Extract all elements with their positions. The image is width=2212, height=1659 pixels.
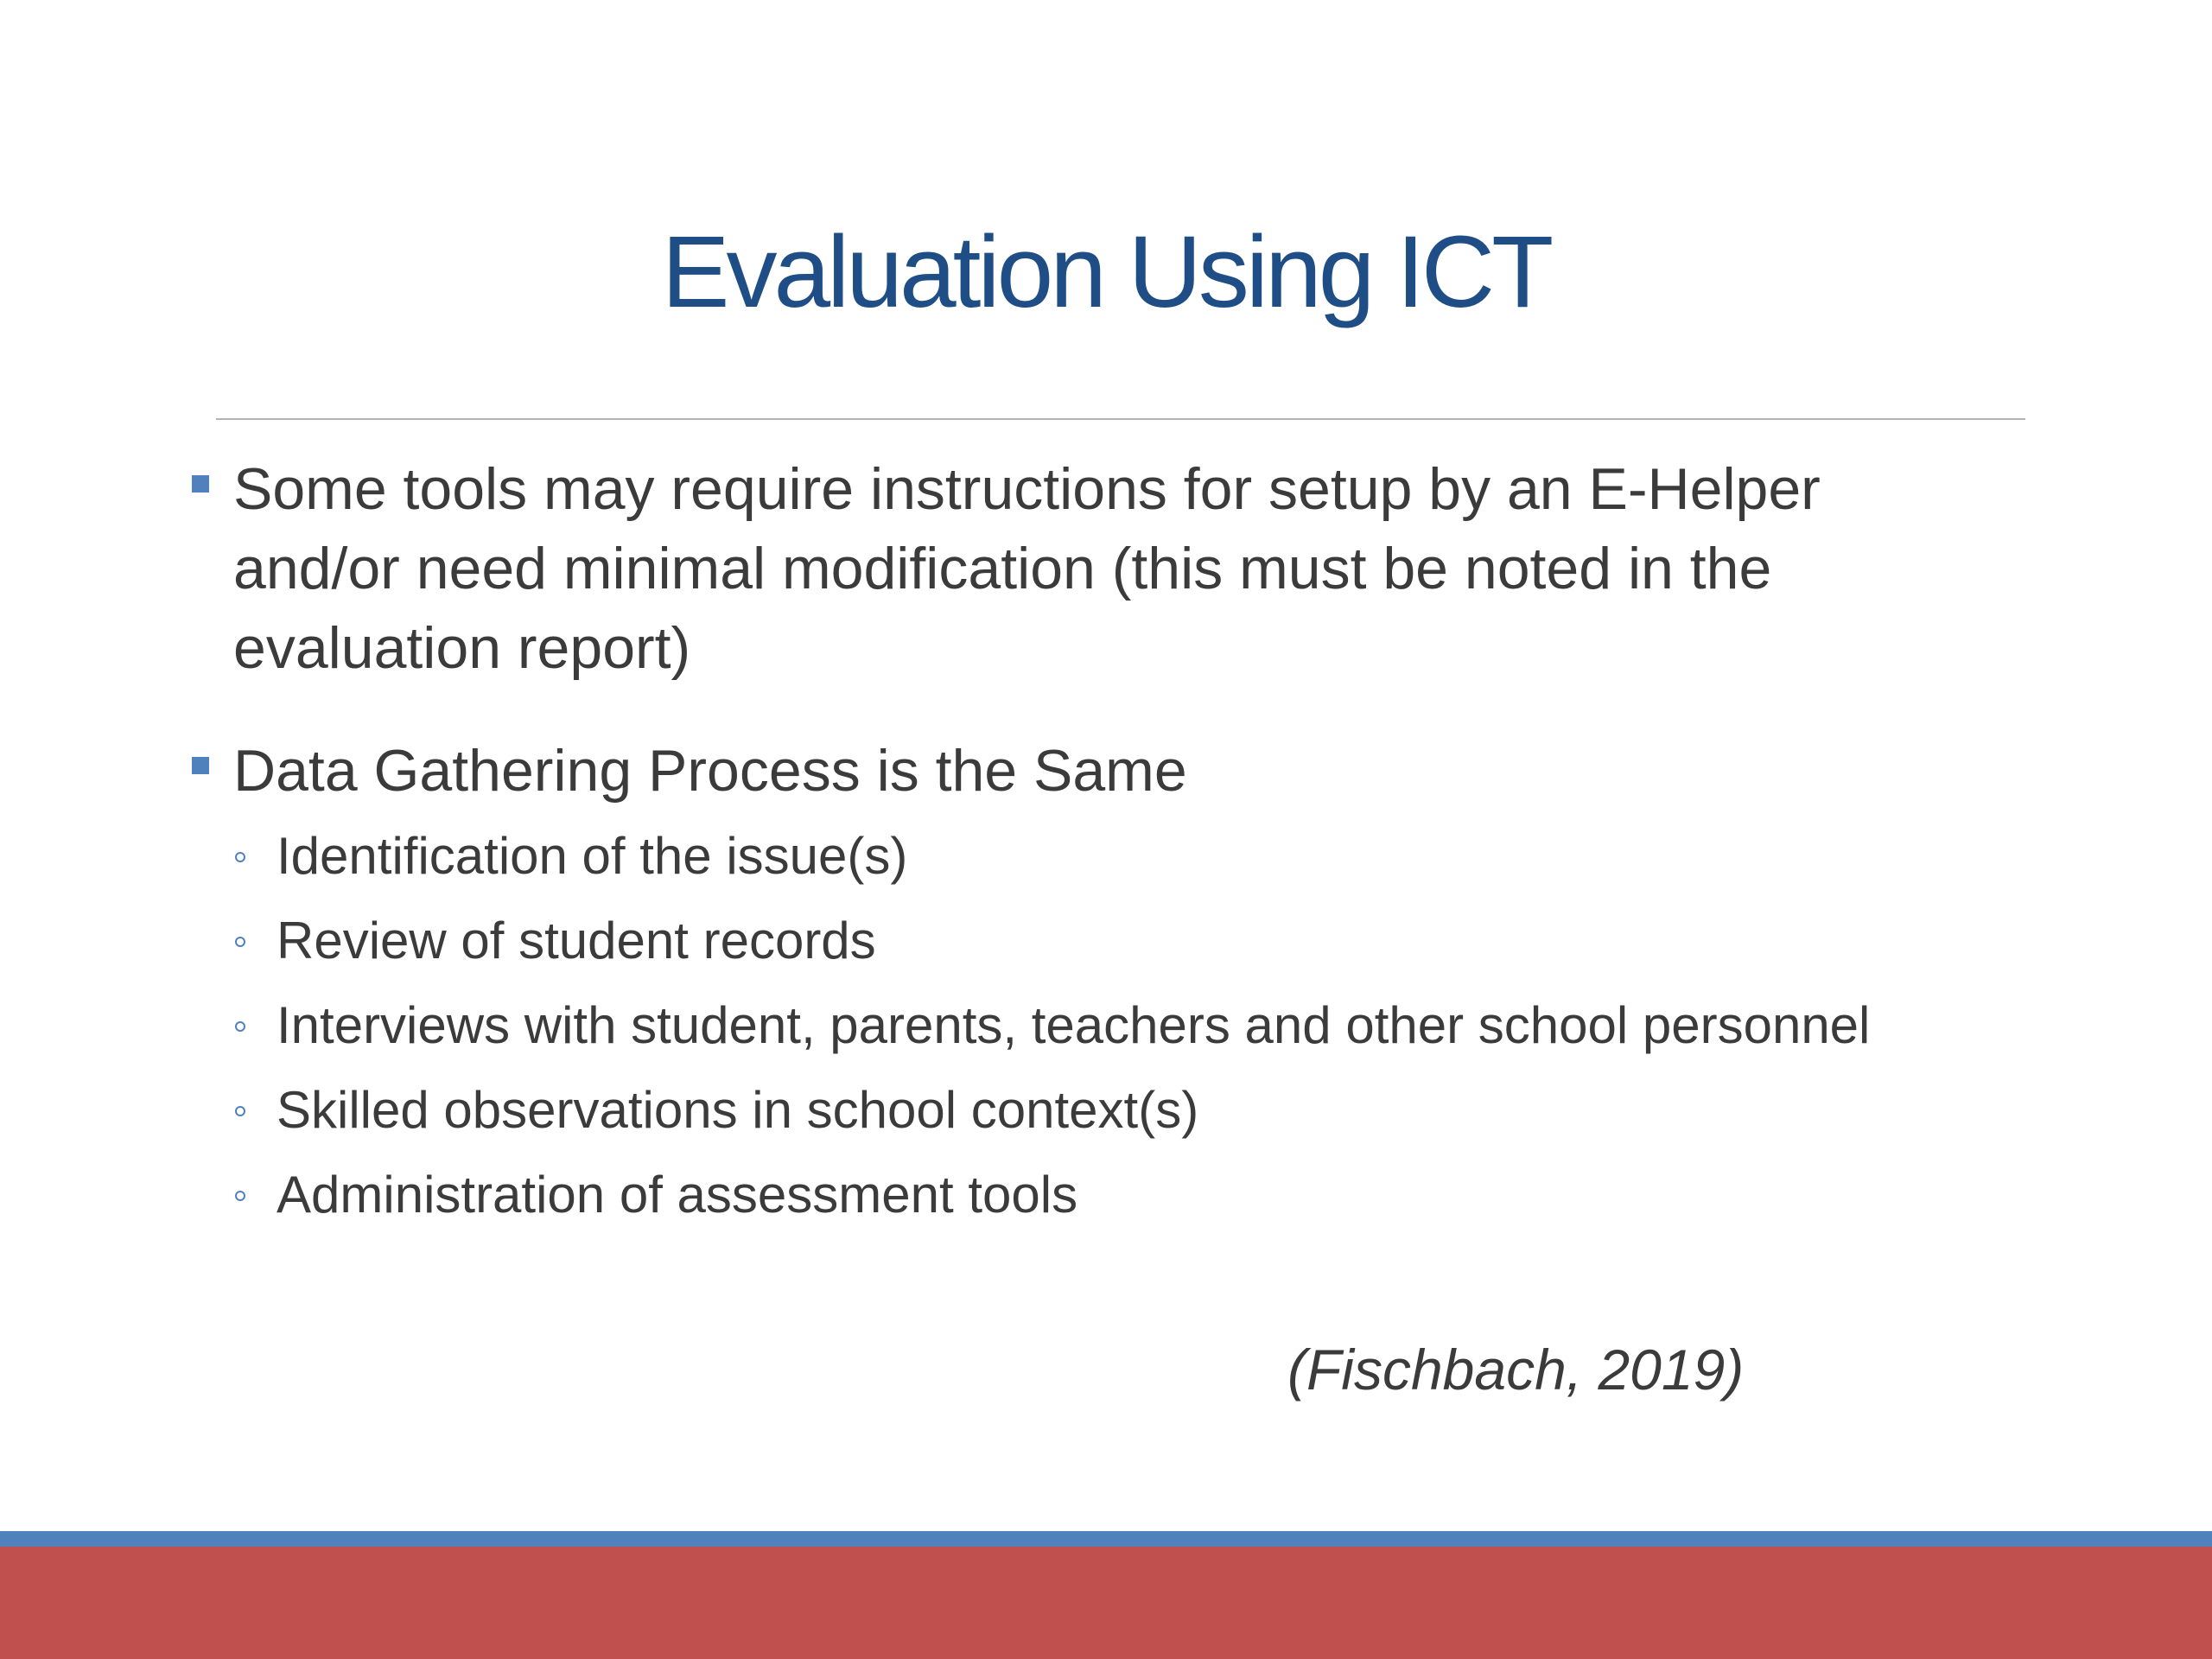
bullet-text: Some tools may require instructions for setup by an E-Helper and/or need minimal modification (this must be noted in the evaluation report) [233,456,1821,681]
sub-bullet-text: Administration of assessment tools [276,1166,1078,1224]
bullet-text: Data Gathering Process is the Same [233,738,1187,804]
bullet-item-setup [188,449,1970,688]
bullet-item-data-gathering [188,731,2055,810]
hollow-circle-bullet-icon [235,1021,245,1032]
sub-bullet-item [235,1068,2055,1153]
footer-red-band [0,1547,2212,1659]
slide-body [188,449,2055,1237]
hollow-circle-bullet-icon [235,852,245,862]
hollow-circle-bullet-icon [235,1191,245,1201]
sub-bullet-list [188,814,2055,1237]
slide-title: Evaluation Using ICT [661,215,1551,329]
square-bullet-icon [192,475,209,493]
sub-bullet-item [235,983,2055,1068]
citation: (Fischbach, 2019) [1287,1338,1745,1402]
sub-bullet-text: Interviews with student, parents, teachers and other school personnel [276,996,1871,1054]
sub-bullet-text: Skilled observations in school context(s) [276,1081,1199,1139]
sub-bullet-text: Identification of the issue(s) [276,827,908,885]
square-bullet-icon [192,757,209,774]
hollow-circle-bullet-icon [235,937,245,947]
footer-blue-band [0,1531,2212,1547]
sub-bullet-text: Review of student records [276,912,876,969]
title-divider [216,418,2025,420]
sub-bullet-item [235,1153,2055,1237]
sub-bullet-item [235,899,2055,983]
hollow-circle-bullet-icon [235,1106,245,1116]
sub-bullet-item [235,814,2055,899]
